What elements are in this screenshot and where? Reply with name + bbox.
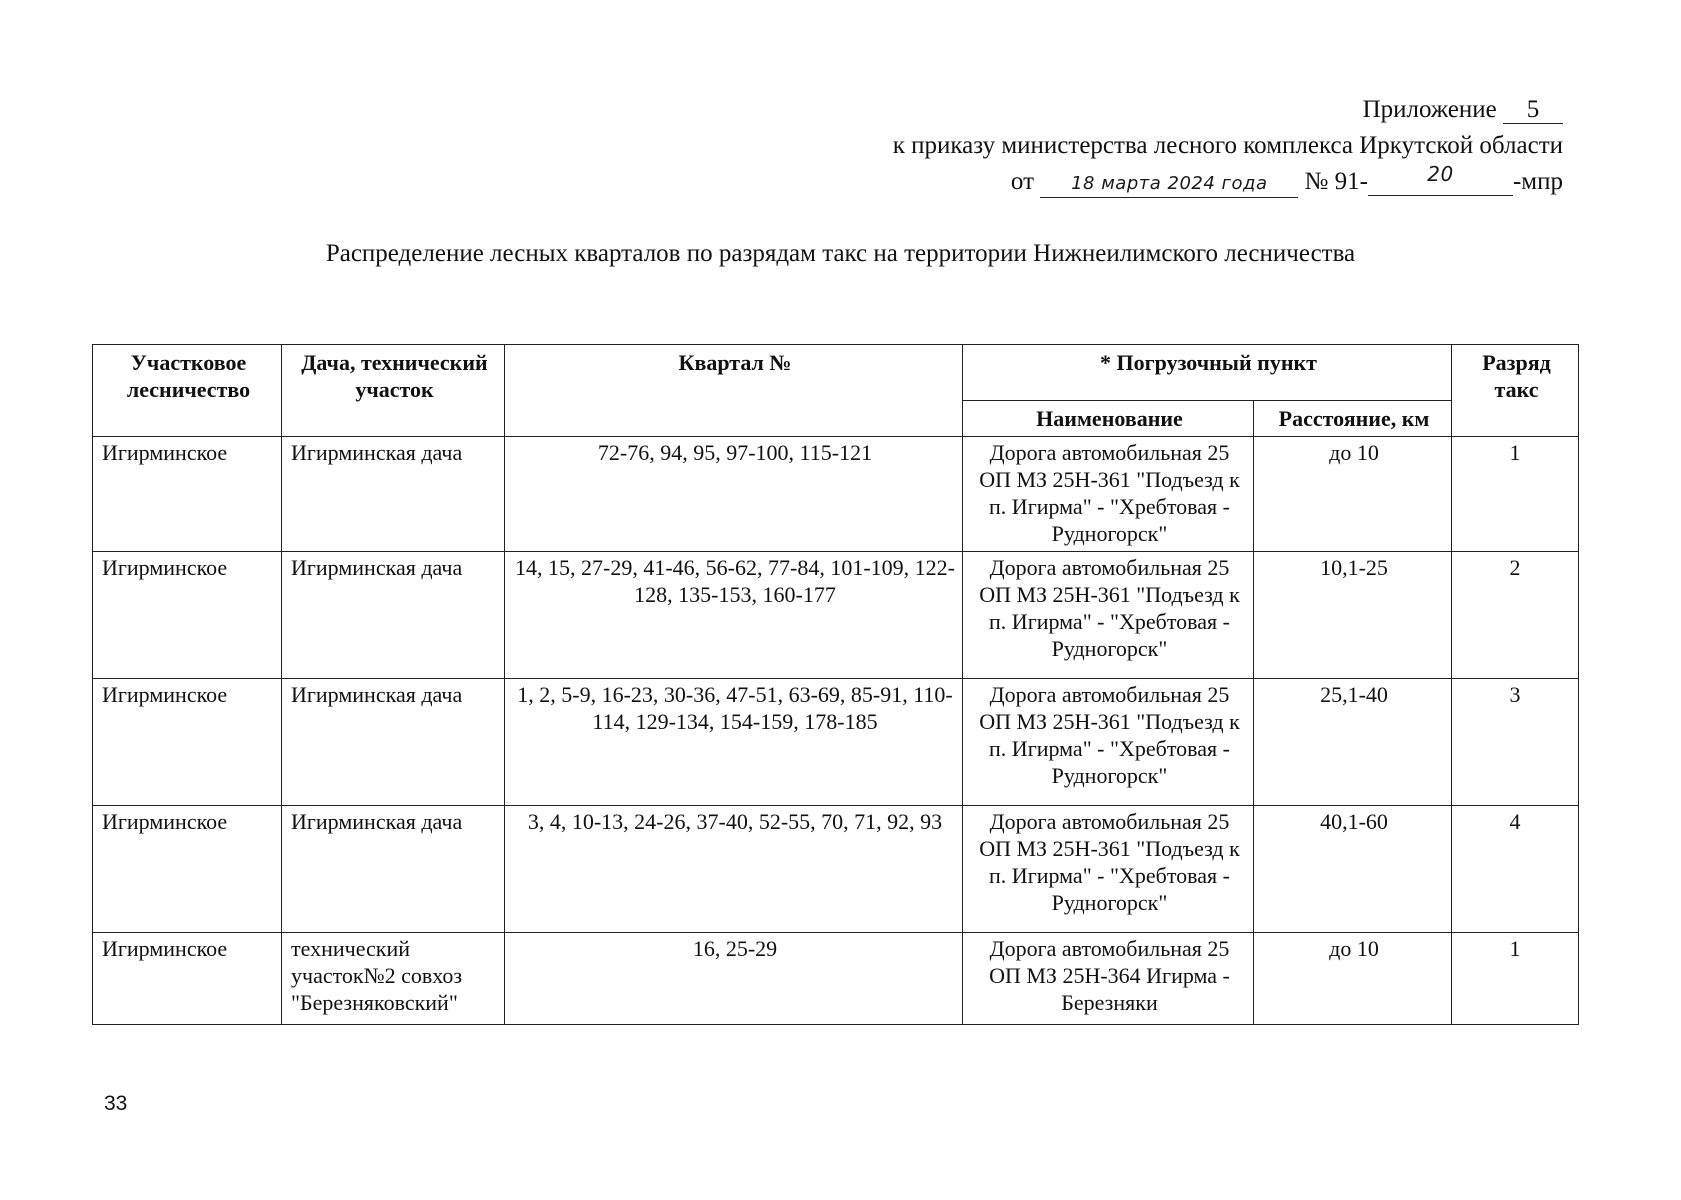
cell-forestry: Игирминское bbox=[93, 933, 282, 1025]
from-label: от bbox=[1010, 168, 1035, 195]
cell-road: Дорога автомобильная 25 ОП МЗ 25Н-361 "Подъезд к п. Игирма" - "Хребтовая - Рудногорск" bbox=[963, 437, 1254, 552]
cell-quarters: 1, 2, 5-9, 16-23, 30-36, 47-51, 63-69, 85-91, 110-114, 129-134, 154-159, 178-185 bbox=[505, 679, 963, 806]
cell-rank: 1 bbox=[1452, 437, 1579, 552]
cell-distance: 40,1-60 bbox=[1254, 806, 1452, 933]
tax-rank-table bbox=[92, 344, 1579, 1025]
cell-rank: 1 bbox=[1452, 933, 1579, 1025]
col-header-rank: Разряд такс bbox=[1452, 345, 1579, 437]
cell-quarters: 16, 25-29 bbox=[505, 933, 963, 1025]
table-row bbox=[93, 552, 1579, 679]
col-header-quarter: Квартал № bbox=[505, 345, 963, 437]
cell-forestry: Игирминское bbox=[93, 437, 282, 552]
appendix-number: 5 bbox=[1503, 97, 1563, 124]
cell-road: Дорога автомобильная 25 ОП МЗ 25Н-361 "Подъезд к п. Игирма" - "Хребтовая - Рудногорск" bbox=[963, 679, 1254, 806]
table-row bbox=[93, 437, 1579, 552]
cell-dacha: Игирминская дача bbox=[282, 806, 505, 933]
cell-road: Дорога автомобильная 25 ОП МЗ 25Н-361 "Подъезд к п. Игирма" - "Хребтовая - Рудногорск" bbox=[963, 806, 1254, 933]
number-suffix: -мпр bbox=[1512, 168, 1563, 195]
col-header-name: Наименование bbox=[963, 401, 1254, 437]
cell-quarters: 14, 15, 27-29, 41-46, 56-62, 77-84, 101-109, 122-128, 135-153, 160-177 bbox=[505, 552, 963, 679]
cell-rank: 3 bbox=[1452, 679, 1579, 806]
cell-rank: 4 bbox=[1452, 806, 1579, 933]
cell-dacha: Игирминская дача bbox=[282, 679, 505, 806]
col-header-dacha: Дача, технический участок bbox=[282, 345, 505, 437]
cell-distance: 25,1-40 bbox=[1254, 679, 1452, 806]
cell-dacha: технический участок№2 совхоз "Березняковский" bbox=[282, 933, 505, 1025]
col-header-forestry: Участковое лесничество bbox=[93, 345, 282, 437]
cell-rank: 2 bbox=[1452, 552, 1579, 679]
order-date-line bbox=[893, 164, 1563, 200]
cell-dacha: Игирминская дача bbox=[282, 552, 505, 679]
handwritten-date: 18 марта 2024 года bbox=[1040, 171, 1298, 198]
cell-dacha: Игирминская дача bbox=[282, 437, 505, 552]
cell-forestry: Игирминское bbox=[93, 552, 282, 679]
appendix-line bbox=[893, 92, 1563, 128]
cell-forestry: Игирминское bbox=[93, 679, 282, 806]
col-header-loading-point: * Погрузочный пункт bbox=[963, 345, 1452, 401]
page-number: 33 bbox=[104, 1092, 128, 1115]
cell-quarters: 3, 4, 10-13, 24-26, 37-40, 52-55, 70, 71, 92, 93 bbox=[505, 806, 963, 933]
appendix-header bbox=[893, 92, 1563, 200]
table-row bbox=[93, 679, 1579, 806]
cell-distance: до 10 bbox=[1254, 933, 1452, 1025]
table-row bbox=[93, 933, 1579, 1025]
table-row bbox=[93, 806, 1579, 933]
cell-distance: 10,1-25 bbox=[1254, 552, 1452, 679]
col-header-distance: Расстояние, км bbox=[1254, 401, 1452, 437]
order-line: к приказу министерства лесного комплекса Иркутской области bbox=[892, 132, 1563, 159]
cell-road: Дорога автомобильная 25 ОП МЗ 25Н-361 "Подъезд к п. Игирма" - "Хребтовая - Рудногорск" bbox=[963, 552, 1254, 679]
header-row bbox=[93, 345, 1579, 401]
order-number-field bbox=[1368, 162, 1513, 196]
appendix-label: Приложение bbox=[1362, 96, 1497, 123]
handwritten-number: 20 bbox=[1427, 162, 1454, 186]
number-prefix: № 91- bbox=[1304, 168, 1368, 195]
cell-quarters: 72-76, 94, 95, 97-100, 115-121 bbox=[505, 437, 963, 552]
document-title: Распределение лесных кварталов по разрядам такс на территории Нижнеилимского лесничества bbox=[325, 240, 1356, 267]
cell-forestry: Игирминское bbox=[93, 806, 282, 933]
cell-road: Дорога автомобильная 25 ОП МЗ 25Н-364 Игирма - Березняки bbox=[963, 933, 1254, 1025]
cell-distance: до 10 bbox=[1254, 437, 1452, 552]
